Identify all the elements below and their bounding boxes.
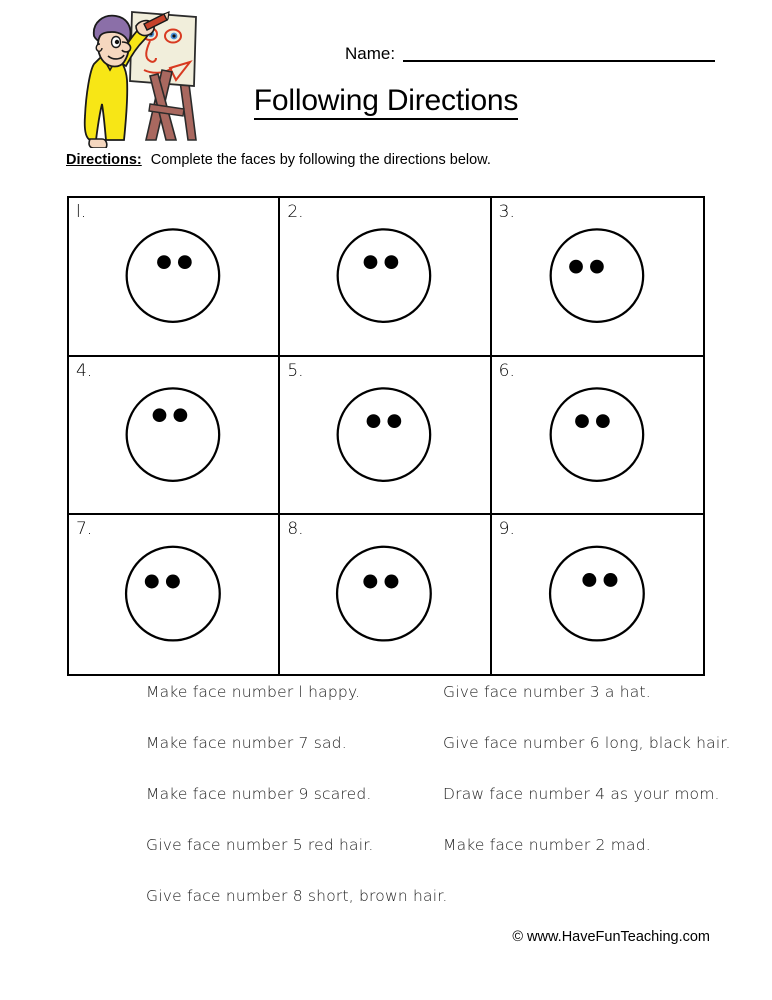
face-number-label-6: 6.: [498, 360, 515, 381]
right-eye-dot: [603, 573, 617, 587]
face-cell-6[interactable]: [492, 357, 703, 516]
face-number-label-5: 5.: [287, 360, 304, 381]
left-eye-dot: [575, 414, 589, 428]
instruction-line: Give face number 5 red hair.: [146, 836, 374, 854]
face-cell-1[interactable]: [69, 198, 280, 357]
left-eye-dot: [582, 573, 596, 587]
left-eye-dot: [364, 255, 378, 269]
right-eye-dot: [166, 575, 180, 589]
face-cell-9[interactable]: [492, 515, 703, 674]
right-eye-dot: [388, 414, 402, 428]
right-eye-dot: [385, 255, 399, 269]
right-eye-dot: [590, 260, 604, 274]
instruction-line: Make face number 7 sad.: [146, 734, 347, 752]
face-outline-circle: [338, 388, 431, 481]
name-label: Name:: [345, 44, 396, 63]
instruction-column-left: [146, 684, 446, 939]
face-outline-circle: [127, 388, 220, 481]
face-grid: [67, 196, 705, 676]
blank-face-drawing-8: [280, 515, 489, 674]
directions-label: Directions:: [66, 152, 142, 168]
face-outline-circle: [126, 547, 220, 641]
instruction-column-right: [443, 684, 743, 888]
face-number-label-4: 4.: [76, 360, 93, 381]
instruction-line: Give face number 8 short, brown hair.: [146, 887, 448, 905]
face-cell-3[interactable]: [492, 198, 703, 357]
right-eye-dot: [385, 575, 399, 589]
left-eye-dot: [569, 260, 583, 274]
face-number-label-8: 8.: [287, 519, 304, 540]
face-number-label-9: 9.: [498, 519, 515, 540]
instruction-line: Give face number 6 long, black hair.: [443, 734, 731, 752]
face-number-label-1: l.: [76, 202, 87, 222]
left-eye-dot: [364, 575, 378, 589]
face-outline-circle: [550, 547, 644, 641]
face-outline-circle: [337, 547, 431, 641]
face-outline-circle: [550, 388, 643, 481]
left-eye-dot: [157, 255, 171, 269]
blank-face-drawing-5: [280, 357, 489, 514]
left-eye-dot: [153, 408, 167, 422]
artist-painting-clipart: [72, 8, 202, 148]
page-title-text: Following Directions: [254, 84, 518, 120]
face-cell-7[interactable]: [69, 515, 280, 674]
face-outline-circle: [338, 229, 431, 322]
left-eye-dot: [367, 414, 381, 428]
blank-face-drawing-9: [492, 515, 703, 674]
name-field-row: [345, 44, 715, 65]
blank-face-drawing-7: [69, 515, 278, 674]
face-outline-circle: [127, 229, 220, 322]
right-eye-dot: [174, 408, 188, 422]
instruction-line: Draw face number 4 as your mom.: [443, 785, 720, 803]
instruction-list: [0, 684, 772, 914]
face-cell-2[interactable]: [280, 198, 491, 357]
face-outline-circle: [550, 229, 643, 322]
worksheet-header: [0, 0, 772, 185]
instruction-line: Make face number 2 mad.: [443, 836, 651, 854]
blank-face-drawing-2: [280, 198, 489, 355]
face-number-label-3: 3.: [498, 202, 515, 222]
blank-face-drawing-1: [69, 198, 278, 355]
directions-row: [66, 151, 491, 169]
blank-face-drawing-4: [69, 357, 278, 514]
face-cell-4[interactable]: [69, 357, 280, 516]
face-cell-8[interactable]: [280, 515, 491, 674]
page-title: [0, 84, 772, 118]
blank-face-drawing-6: [492, 357, 703, 514]
left-eye-dot: [145, 575, 159, 589]
right-eye-dot: [596, 414, 610, 428]
name-write-in-line[interactable]: [403, 60, 715, 62]
face-cell-5[interactable]: [280, 357, 491, 516]
directions-text: Complete the faces by following the directions below.: [150, 152, 491, 168]
instruction-line: Make face number 9 scared.: [146, 785, 372, 803]
instruction-line: Give face number 3 a hat.: [443, 683, 651, 701]
face-number-label-2: 2.: [287, 202, 304, 222]
blank-face-drawing-3: [492, 198, 703, 355]
instruction-line: Make face number l happy.: [146, 683, 361, 701]
copyright-notice: © www.HaveFunTeaching.com: [512, 929, 710, 945]
face-number-label-7: 7.: [76, 519, 93, 540]
right-eye-dot: [178, 255, 192, 269]
